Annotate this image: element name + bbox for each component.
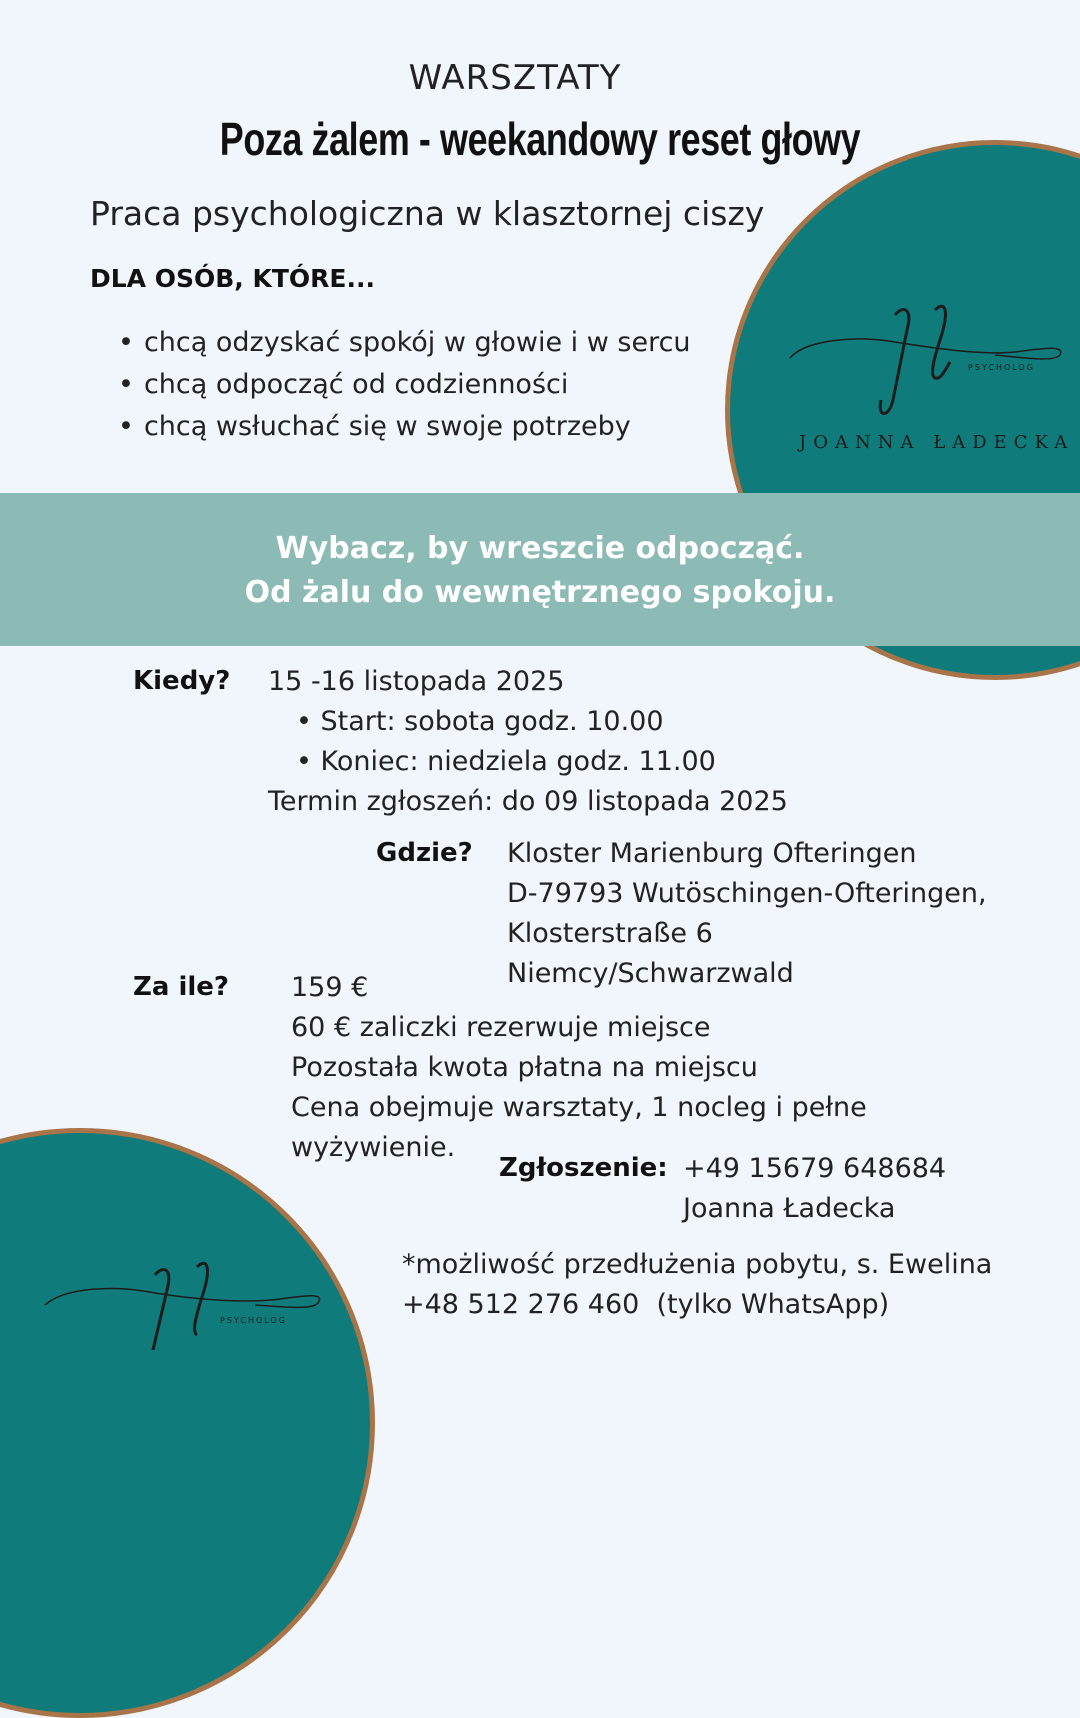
logo-top bbox=[785, 300, 1075, 460]
list-item: • chcą odzyskać spokój w głowie i w sercu bbox=[118, 322, 691, 364]
subtitle: Praca psychologiczna w klasztornej ciszy bbox=[90, 194, 765, 233]
list-item: • chcą odpocząć od codzienności bbox=[118, 364, 691, 406]
price-line: Cena obejmuje warsztaty, 1 nocleg i pełne bbox=[291, 1092, 867, 1123]
signup-label: Zgłoszenie: bbox=[499, 1153, 668, 1183]
price-label: Za ile? bbox=[133, 972, 229, 1002]
address-line: Kloster Marienburg Ofteringen bbox=[507, 838, 917, 869]
address-line: Niemcy/Schwarzwald bbox=[507, 958, 794, 989]
price-line: 60 € zaliczki rezerwuje miejsce bbox=[291, 1012, 711, 1043]
banner-text bbox=[0, 527, 1080, 615]
price-line: Pozostała kwota płatna na miejscu bbox=[291, 1052, 758, 1083]
logo-tagline: PSYCHOLOG bbox=[220, 1316, 287, 1325]
price-line: 159 € bbox=[291, 972, 369, 1003]
when-label: Kiedy? bbox=[133, 666, 231, 696]
extension-contact: +48 512 276 460 (tylko WhatsApp) bbox=[402, 1289, 890, 1320]
logo-tagline: PSYCHOLOG bbox=[968, 363, 1035, 372]
address-line: D-79793 Wutöschingen-Ofteringen, bbox=[507, 878, 987, 909]
banner-line: Wybacz, by wreszcie odpocząć. bbox=[275, 531, 805, 566]
where-label: Gdzie? bbox=[376, 838, 473, 868]
price-line: wyżywienie. bbox=[291, 1132, 456, 1163]
when-dates: 15 -16 listopada 2025 bbox=[268, 666, 565, 697]
end-text: Koniec: niedziela godz. 11.00 bbox=[320, 746, 716, 777]
logo-name: JOANNA ŁADECKA bbox=[799, 432, 1075, 453]
price-details bbox=[291, 968, 867, 1168]
page-title: Poza żalem - weekandowy reset głowy bbox=[219, 113, 861, 165]
audience-heading: DLA OSÓB, KTÓRE... bbox=[90, 264, 375, 293]
list-item: • chcą wsłuchać się w swoje potrzeby bbox=[118, 406, 691, 448]
when-end: • Koniec: niedziela godz. 11.00 bbox=[296, 746, 716, 777]
signup-phone: +49 15679 648684 bbox=[683, 1153, 947, 1184]
eyebrow: WARSZTATY bbox=[408, 58, 622, 98]
address-line: Klosterstraße 6 bbox=[507, 918, 713, 949]
signature-icon bbox=[40, 1255, 340, 1350]
when-start: • Start: sobota godz. 10.00 bbox=[296, 706, 664, 737]
signup-name: Joanna Ładecka bbox=[683, 1193, 896, 1224]
banner-line: Od żalu do wewnętrznego spokoju. bbox=[244, 575, 836, 610]
start-text: Start: sobota godz. 10.00 bbox=[320, 706, 664, 737]
logo-bottom bbox=[40, 1255, 340, 1350]
extension-note: *możliwość przedłużenia pobytu, s. Ewelina bbox=[402, 1249, 993, 1280]
signature-icon bbox=[785, 300, 1075, 420]
logo-circle-bottom bbox=[0, 1128, 375, 1718]
audience-list bbox=[118, 322, 691, 448]
when-deadline: Termin zgłoszeń: do 09 listopada 2025 bbox=[268, 786, 788, 817]
